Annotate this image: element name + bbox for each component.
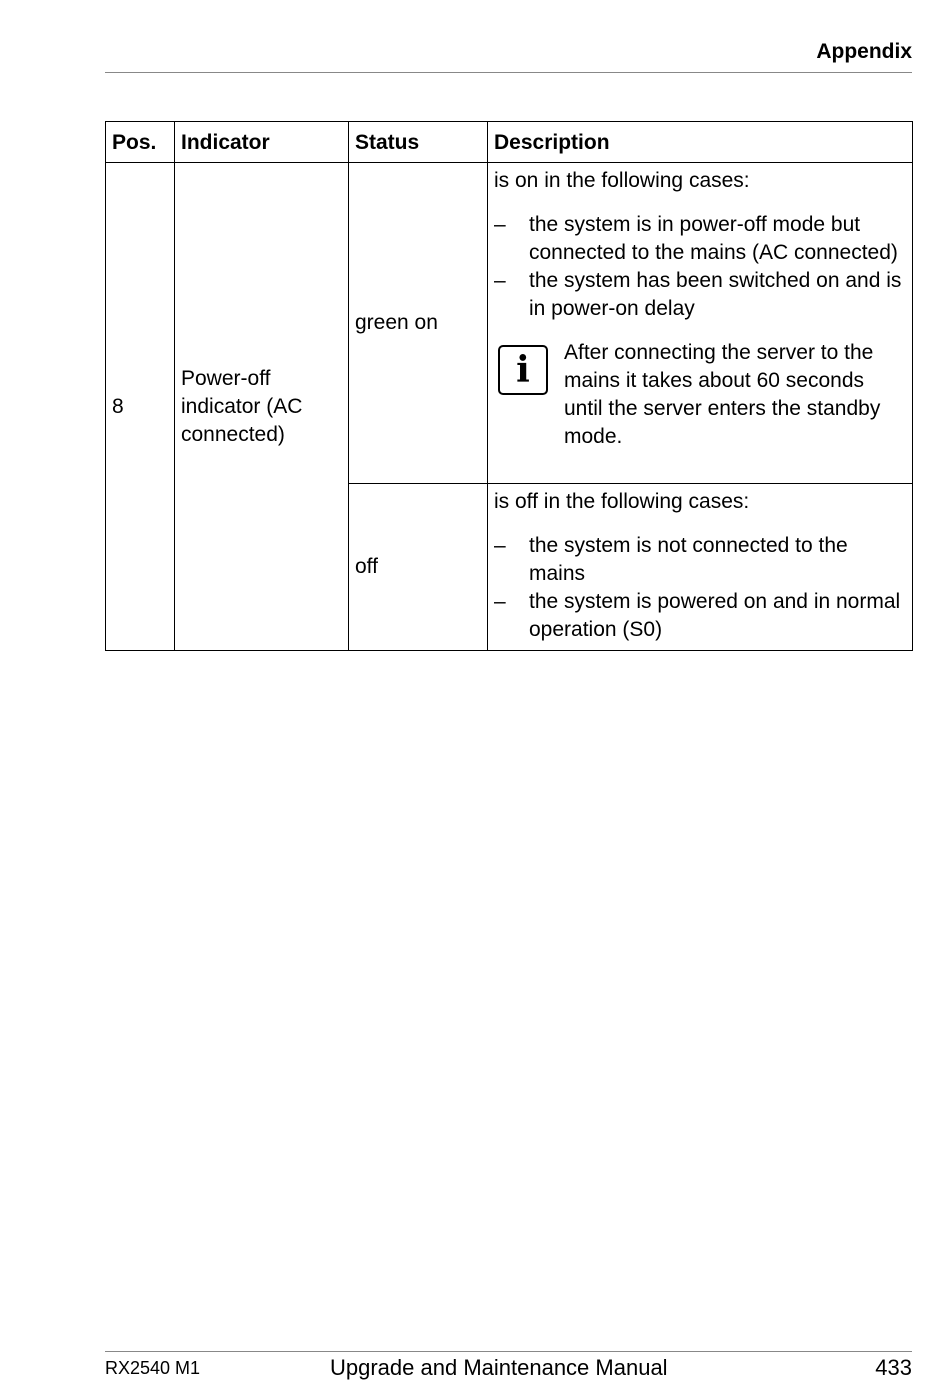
header-divider [105,72,912,73]
indicator-cell: Power-off indicator (AC connected) [175,163,349,651]
table-row [106,163,913,484]
description-cell-off [488,484,913,651]
dash-bullet: – [494,534,506,557]
footer-divider [105,1351,912,1352]
description-cell-green-on [488,163,913,484]
dash-bullet: – [494,269,506,292]
list-item [494,532,906,588]
dash-bullet: – [494,590,506,613]
column-header-indicator: Indicator [175,122,349,163]
info-note-text: After connecting the server to the mains it takes about 60 seconds until the server enters the standby mode. [564,341,881,448]
column-header-status: Status [349,122,488,163]
table-header-row [106,122,913,163]
indicator-table [105,121,913,651]
bullet-list [494,211,906,323]
status-cell-off: off [349,484,488,651]
list-item-text: the system is powered on and in normal operation (S0) [529,590,901,641]
description-intro: is on in the following cases: [494,169,750,192]
pos-cell: 8 [106,163,175,651]
info-icon: i [498,345,548,395]
list-item-text: the system is in power-off mode but connected to the mains (AC connected) [529,213,898,264]
status-cell-green-on: green on [349,163,488,484]
description-intro: is off in the following cases: [494,490,750,513]
section-title: Appendix [816,40,912,63]
list-item [494,588,906,644]
page-number: 433 [875,1355,912,1380]
footer-product: RX2540 M1 [105,1358,201,1378]
list-item-text: the system is not connected to the mains [529,534,848,585]
info-note [494,339,906,451]
list-item-text: the system has been switched on and is in power-on delay [529,269,902,320]
list-item [494,211,906,267]
column-header-description: Description [488,122,913,163]
list-item [494,267,906,323]
dash-bullet: – [494,213,506,236]
bullet-list [494,532,906,644]
footer-manual-title: Upgrade and Maintenance Manual [330,1355,668,1380]
column-header-pos: Pos. [106,122,175,163]
